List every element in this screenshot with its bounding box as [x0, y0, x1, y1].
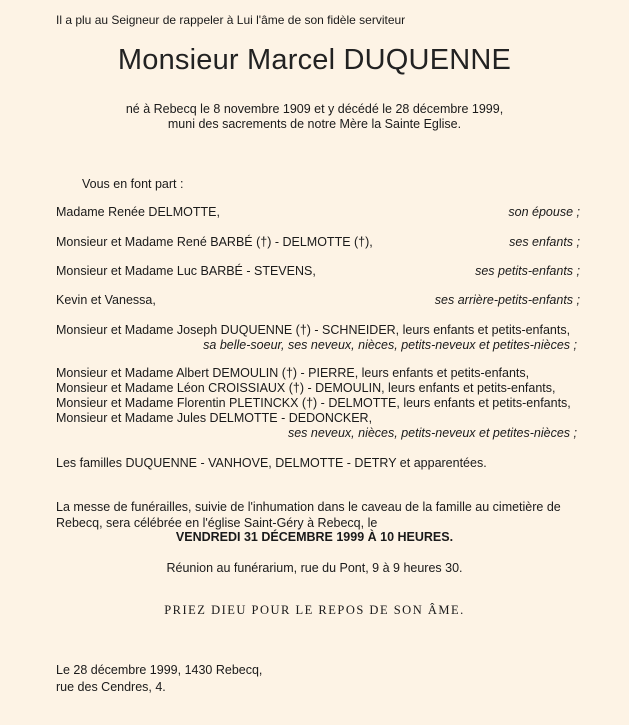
footer-line-1: Le 28 décembre 1999, 1430 Rebecq, [56, 663, 263, 677]
in-law-line: Monsieur et Madame Florentin PLETINCKX (†) - DELMOTTE, leurs enfants et petits-enfants, [56, 396, 571, 410]
birth-line-2: muni des sacrements de notre Mère la Sainte Eglise. [167, 117, 462, 131]
deceased-name: Monsieur Marcel DUQUENNE [117, 44, 512, 76]
family-row [56, 235, 580, 249]
family-names: Monsieur et Madame Luc BARBÉ - STEVENS, [56, 264, 316, 278]
in-laws-relation: ses neveux, nièces, petits-neveux et petites-nièces ; [287, 426, 577, 440]
family-names: Monsieur et Madame René BARBÉ (†) - DELMOTTE (†), [56, 235, 373, 249]
duquenne-relation: sa belle-soeur, ses neveux, nièces, petits-neveux et petites-nièces ; [203, 338, 577, 352]
footer-line-2: rue des Cendres, 4. [56, 680, 166, 694]
mass-line-2: Rebecq, sera célébrée en l'église Saint-Géry à Rebecq, le [56, 516, 378, 530]
family-row [56, 205, 580, 219]
family-relation: ses enfants ; [509, 235, 580, 249]
mass-line-1: La messe de funérailles, suivie de l'inhumation dans le caveau de la famille au cimetière de [56, 500, 561, 514]
in-law-line: Monsieur et Madame Léon CROISSIAUX (†) - DEMOULIN, leurs enfants et petits-enfants, [56, 381, 556, 395]
duquenne-line: Monsieur et Madame Joseph DUQUENNE (†) - SCHNEIDER, leurs enfants et petits-enfants, [56, 323, 571, 337]
in-law-line: Monsieur et Madame Albert DEMOULIN (†) - PIERRE, leurs enfants et petits-enfants, [56, 366, 530, 380]
family-relation: ses arrière-petits-enfants ; [434, 293, 580, 307]
announcement-intro: Vous en font part : [82, 177, 184, 191]
family-row [56, 293, 580, 307]
family-names: Madame Renée DELMOTTE, [56, 205, 220, 219]
family-relation: son épouse ; [508, 205, 580, 219]
reunion-line: Réunion au funérarium, rue du Pont, 9 à 9 heures 30. [166, 561, 463, 575]
in-law-line: Monsieur et Madame Jules DELMOTTE - DEDONCKER, [56, 411, 373, 425]
intro-line: Il a plu au Seigneur de rappeler à Lui l'âme de son fidèle serviteur [56, 13, 406, 27]
family-row [56, 264, 580, 278]
prayer-line: PRIEZ DIEU POUR LE REPOS DE SON ÂME. [164, 603, 465, 617]
birth-line-1: né à Rebecq le 8 novembre 1909 et y décédé le 28 décembre 1999, [125, 102, 504, 116]
family-names: Kevin et Vanessa, [56, 293, 156, 307]
families-line: Les familles DUQUENNE - VANHOVE, DELMOTTE - DETRY et apparentées. [56, 456, 487, 470]
family-relation: ses petits-enfants ; [475, 264, 580, 278]
mass-date: VENDREDI 31 DÉCEMBRE 1999 À 10 HEURES. [175, 530, 454, 544]
